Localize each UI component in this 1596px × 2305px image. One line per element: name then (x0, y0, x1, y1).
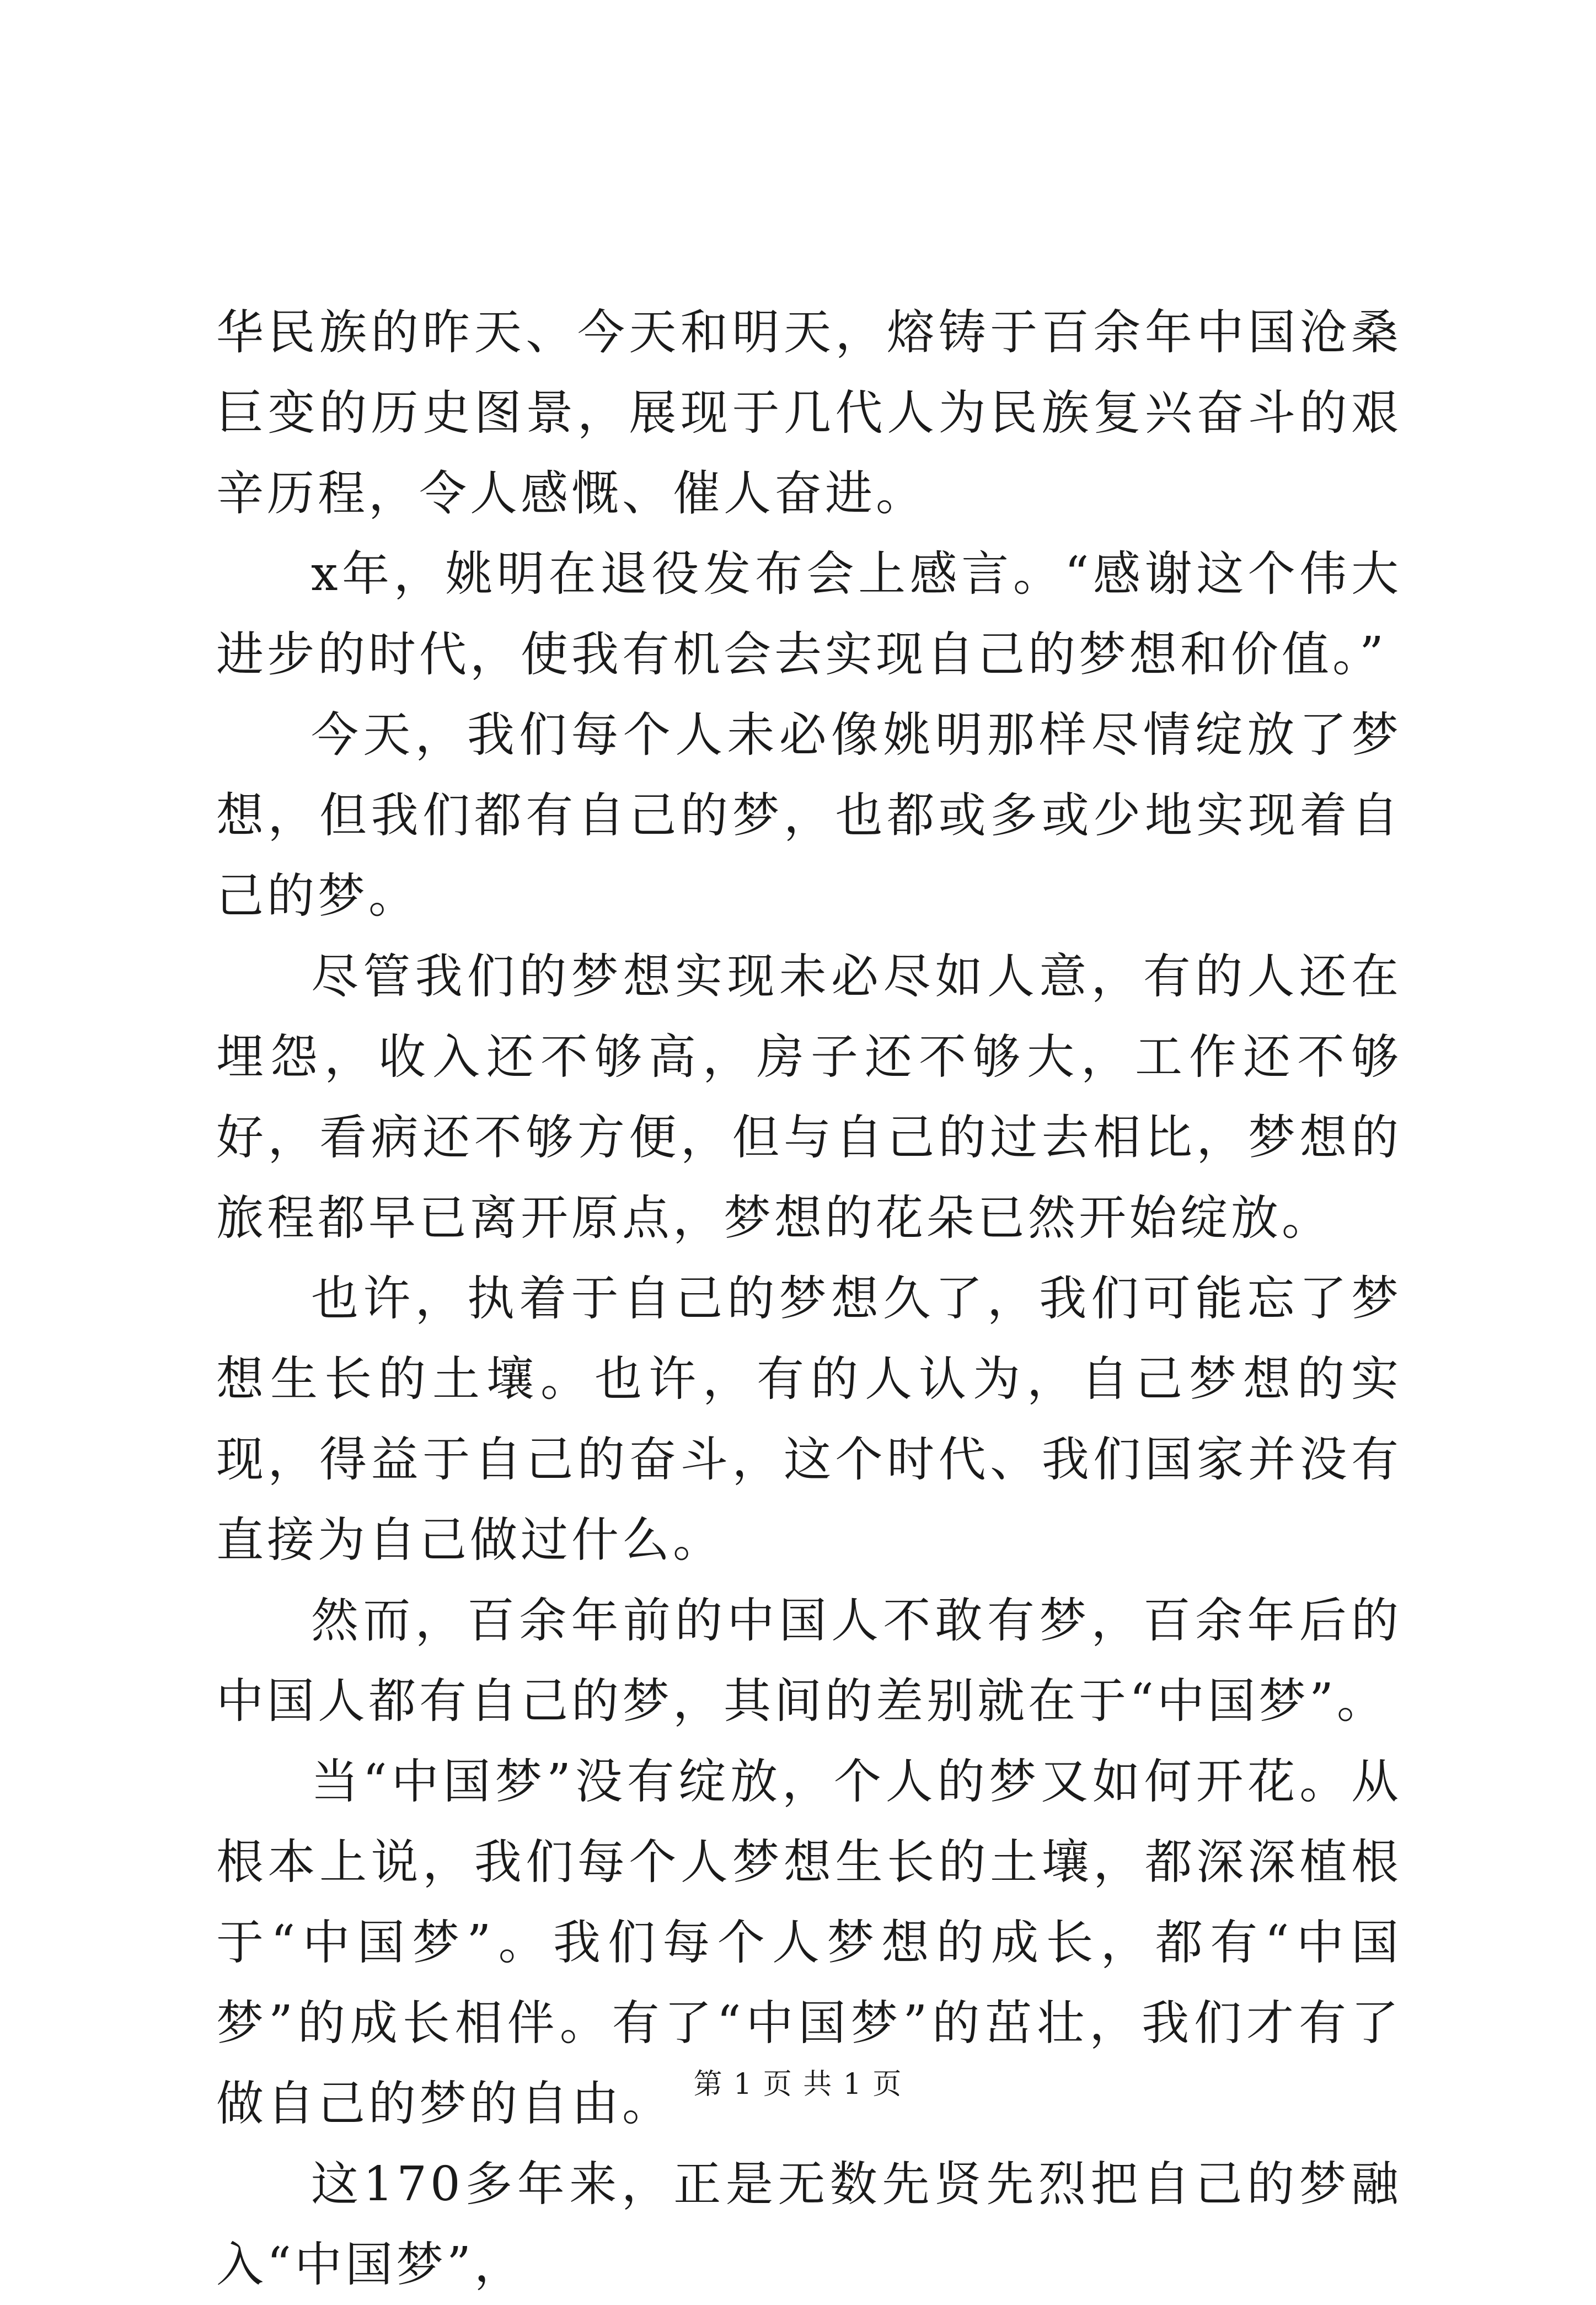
paragraph-6: 然而，百余年前的中国人不敢有梦，百余年后的中国人都有自己的梦，其间的差别就在于“中国梦”。 (216, 1593, 1402, 1729)
paragraph-7: 当“中国梦”没有绽放，个人的梦又如何开花。从根本上说，我们每个人梦想生长的土壤，都深深植根于“中国梦”。我们每个人梦想的成长，都有“中国梦”的成长相伴。有了“中国梦”的茁壮，我们才有了做自己的梦的自由。 (216, 1754, 1402, 2131)
page-footer (0, 2065, 1596, 2104)
paragraph-8: 这170多年来，正是无数先贤先烈把自己的梦融入“中国梦”， (216, 2157, 1402, 2292)
document-body (216, 292, 1402, 2305)
paragraph-5: 也许，执着于自己的梦想久了，我们可能忘了梦想生长的土壤。也许，有的人认为，自己梦想的实现，得益于自己的奋斗，这个时代、我们国家并没有直接为自己做过什么。 (216, 1271, 1402, 1568)
page-number-label: 第 1 页 共 1 页 (693, 2068, 903, 2101)
paragraph-4: 尽管我们的梦想实现未必尽如人意，有的人还在埋怨，收入还不够高，房子还不够大，工作还不够好，看病还不够方便，但与自己的过去相比，梦想的旅程都早已离开原点，梦想的花朵已然开始绽放。 (216, 949, 1402, 1246)
paragraph-2: x年，姚明在退役发布会上感言。“感谢这个伟大进步的时代，使我有机会去实现自己的梦想和价值。” (216, 546, 1402, 682)
paragraph-1: 华民族的昨天、今天和明天，熔铸于百余年中国沧桑巨变的历史图景，展现于几代人为民族复兴奋斗的艰辛历程，令人感慨、催人奋进。 (216, 305, 1402, 521)
paragraph-3: 今天，我们每个人未必像姚明那样尽情绽放了梦想，但我们都有自己的梦，也都或多或少地实现着自己的梦。 (216, 707, 1402, 924)
